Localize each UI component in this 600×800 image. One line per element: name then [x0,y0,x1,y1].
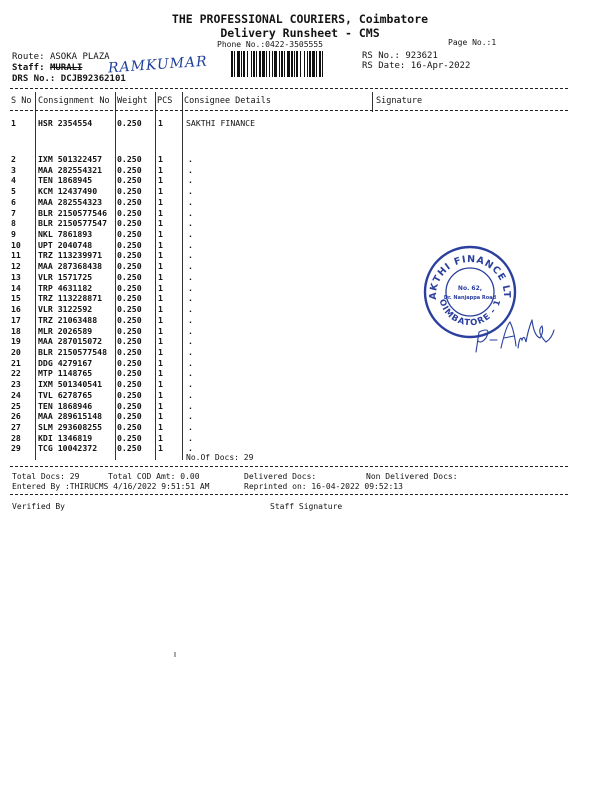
rs-number-label: RS No.: [362,51,400,61]
row-consignee: . [188,293,193,304]
table-bottom-rule [10,466,568,467]
handwritten-staff-name: RAMKUMAR [107,53,209,77]
barcode-bar [281,51,283,77]
row-consignee: . [188,443,193,454]
entered-by: Entered By :THIRUCMS 4/16/2022 9:51:51 AM [12,482,210,491]
table-row [0,443,600,454]
row-consignment-no: BLR 2150577546 [38,207,108,218]
row-sno: 9 [11,229,16,240]
drs-value: DCJB92362101 [60,74,126,84]
row-weight: 0.250 [117,239,142,250]
row-consignee: . [188,261,193,272]
staff-signature-label: Staff Signature [270,502,343,511]
row-weight: 0.250 [117,432,142,443]
rs-number-row [362,51,438,61]
row-pcs: 1 [158,432,163,443]
row-sno: 6 [11,196,16,207]
row-pcs: 1 [158,293,163,304]
row-consignment-no: VLR 3122592 [38,304,93,315]
row-consignment-no: MAA 282554323 [38,196,103,207]
row-pcs: 1 [158,207,163,218]
row-consignee: . [188,357,193,368]
barcode-bar [309,51,311,77]
row-weight: 0.250 [117,379,142,390]
barcode-bar [304,51,305,77]
row-consignment-no: MAA 287368438 [38,261,103,272]
rs-date-label: RS Date: [362,61,406,71]
row-sno: 25 [11,400,21,411]
verified-by: Verified By [12,502,65,511]
row-consignee: . [188,314,193,325]
barcode-bar [307,51,308,77]
row-weight: 0.250 [117,164,142,175]
table-row [0,433,600,444]
row-pcs: 1 [158,336,163,347]
row-consignee: . [188,229,193,240]
row-sno: 15 [11,293,21,304]
row-sno: 1 [11,118,16,128]
row-weight: 0.250 [117,118,142,128]
row-consignment-no: TRZ 113239971 [38,250,103,261]
staff-label: Staff: [12,63,45,73]
row-pcs: 1 [158,196,163,207]
barcode-bar [243,51,245,77]
row-sno: 22 [11,368,21,379]
row-pcs: 1 [158,261,163,272]
row-pcs: 1 [158,271,163,282]
row-pcs: 1 [158,186,163,197]
phone-number: Phone No.:0422-3505555 [217,40,323,49]
row-weight: 0.250 [117,207,142,218]
row-pcs: 1 [158,346,163,357]
row-pcs: 1 [158,443,163,454]
drs-label: DRS No.: [12,74,56,84]
rs-date-value: 16-Apr-2022 [410,61,471,71]
row-consignment-no: MTP 1148765 [38,368,93,379]
row-consignment-no: KDI 1346819 [38,432,93,443]
row-pcs: 1 [158,218,163,229]
row-consignment-no: IXM 501322457 [38,154,103,164]
barcode-bar [284,51,285,77]
row-weight: 0.250 [117,422,142,432]
seal-ring-text: AKTHI FINANCE LT [427,253,513,300]
row-consignee: . [188,239,193,250]
row-consignee: SAKTHI FINANCE [186,118,256,128]
row-consignee: . [188,325,193,336]
row-pcs: 1 [158,357,163,368]
row-consignment-no: TEN 1868945 [38,175,93,186]
table-row [0,208,600,219]
row-consignment-no: BLR 2150577547 [38,218,108,229]
total-docs: Total Docs: 29 [12,472,80,481]
row-pcs: 1 [158,314,163,325]
row-pcs: 1 [158,325,163,336]
row-consignment-no: HSR 2354554 [38,118,93,128]
row-consignment-no: MLR 2026589 [38,325,93,336]
row-pcs: 1 [158,282,163,293]
barcode-bar [316,51,317,77]
row-weight: 0.250 [117,443,142,454]
row-consignee: . [188,250,193,261]
drs-row [12,74,126,84]
barcode-bar [237,51,240,77]
barcode-bar [319,51,321,77]
total-cod-amount: Total COD Amt: 0.00 [108,472,200,481]
row-sno: 7 [11,207,16,218]
row-weight: 0.250 [117,368,142,379]
table-row [0,186,600,197]
row-consignment-no: MAA 287015072 [38,336,103,347]
table-row [0,390,600,401]
table-header [0,96,600,107]
non-delivered-docs: Non Delivered Docs: [366,472,458,481]
seal-city-text: OIMBATORE - 1 [436,297,504,329]
barcode-bar [291,51,293,77]
barcode-bar [300,51,301,77]
row-pcs: 1 [158,239,163,250]
row-weight: 0.250 [117,336,142,347]
row-consignment-no: TEN 1868946 [38,400,93,411]
table-row [0,197,600,208]
route-label: Route: [12,52,45,62]
row-sno: 3 [11,164,16,175]
row-pcs: 1 [158,118,163,128]
barcode-bar [312,51,315,77]
row-pcs: 1 [158,379,163,390]
row-weight: 0.250 [117,175,142,186]
header-weight: Weight [117,96,148,106]
row-consignee: . [188,346,193,357]
row-sno: 28 [11,432,21,443]
row-pcs: 1 [158,175,163,186]
row-sno: 12 [11,261,21,272]
row-consignment-no: UPT 2040748 [38,239,93,250]
row-consignment-no: NKL 7861893 [38,229,93,240]
row-consignee: . [188,304,193,315]
row-weight: 0.250 [117,154,142,164]
row-pcs: 1 [158,368,163,379]
row-weight: 0.250 [117,196,142,207]
row-consignment-no: DDG 4279167 [38,357,93,368]
row-consignee: . [188,175,193,186]
row-consignee: . [188,336,193,347]
barcode-bar [262,51,265,77]
barcode-bar [259,51,261,77]
row-weight: 0.250 [117,229,142,240]
row-weight: 0.250 [117,304,142,315]
row-consignment-no: TVL 6278765 [38,389,93,400]
row-consignee: . [188,422,193,432]
barcode-bar [231,51,233,77]
row-weight: 0.250 [117,346,142,357]
row-consignee: . [188,389,193,400]
row-sno: 19 [11,336,21,347]
table-row [0,218,600,229]
row-consignment-no: TRZ 21063488 [38,314,98,325]
row-consignment-no: TRP 4631182 [38,282,93,293]
barcode-bar [287,51,290,77]
row-consignment-no: KCM 12437490 [38,186,98,197]
row-pcs: 1 [158,400,163,411]
row-sno: 16 [11,304,21,315]
barcode-bar [253,51,255,77]
row-consignee: . [188,379,193,390]
row-sno: 4 [11,175,16,186]
barcode-bar [296,51,298,77]
row-consignment-no: MAA 289615148 [38,411,103,422]
row-sno: 5 [11,186,16,197]
row-weight: 0.250 [117,389,142,400]
row-consignee: . [188,164,193,175]
row-consignee: . [188,207,193,218]
row-weight: 0.250 [117,293,142,304]
row-consignee: . [188,154,193,164]
row-consignee: . [188,196,193,207]
staff-struck-name: MURALI [49,63,83,73]
row-consignment-no: VLR 1571725 [38,271,93,282]
reprinted-on: Reprinted on: 16-04-2022 09:52:13 [244,482,403,491]
row-sno: 18 [11,325,21,336]
header-bottom-rule [10,110,568,111]
row-consignee: . [188,271,193,282]
barcode-bar [247,51,248,77]
row-sno: 17 [11,314,21,325]
row-sno: 29 [11,443,21,454]
row-pcs: 1 [158,229,163,240]
row-sno: 13 [11,271,21,282]
row-weight: 0.250 [117,261,142,272]
table-row [0,368,600,379]
seal-address-line1: No. 62, [457,285,483,292]
route-value: ASOKA PLAZA [49,52,110,62]
row-pcs: 1 [158,411,163,422]
row-consignee: . [188,368,193,379]
barcode-bar [251,51,252,77]
barcode-bar [279,51,280,77]
row-sno: 24 [11,389,21,400]
table-top-rule [10,88,568,89]
row-consignment-no: BLR 2150577548 [38,346,108,357]
table-row [0,379,600,390]
row-weight: 0.250 [117,282,142,293]
row-weight: 0.250 [117,314,142,325]
table-row [0,154,600,165]
rs-date-row [362,61,470,71]
row-consignee: . [188,218,193,229]
row-pcs: 1 [158,422,163,432]
barcode-bar [269,51,270,77]
seal-address-line2: Dr. Nanjappa Road [443,295,497,301]
rs-number-value: 923621 [405,51,438,61]
document-title: Delivery Runsheet - CMS [220,26,380,40]
row-weight: 0.250 [117,325,142,336]
row-consignment-no: SLM 293608255 [38,422,103,432]
row-consignment-no: IXM 501340541 [38,379,103,390]
barcode-bar [266,51,267,77]
row-consignee: . [188,411,193,422]
row-sno: 14 [11,282,21,293]
header-pcs: PCS [157,96,173,106]
barcode-bar [272,51,273,77]
row-pcs: 1 [158,250,163,261]
row-sno: 8 [11,218,16,229]
row-sno: 2 [11,154,16,164]
table-row [0,175,600,186]
barcode-bar [294,51,295,77]
header-consignee: Consignee Details [184,96,271,106]
staff-row [12,63,82,73]
table-row [0,411,600,422]
row-consignee: . [188,432,193,443]
table-row [0,165,600,176]
table-row [0,358,600,369]
row-pcs: 1 [158,389,163,400]
row-weight: 0.250 [117,271,142,282]
company-title: THE PROFESSIONAL COURIERS, Coimbatore [171,12,429,26]
row-sno: 21 [11,357,21,368]
route-row [12,52,110,62]
row-sno: 27 [11,422,21,432]
row-consignment-no: TCG 10042372 [38,443,98,454]
barcode-bar [322,51,323,77]
row-weight: 0.250 [117,186,142,197]
barcode-bar [256,51,257,77]
row-weight: 0.250 [117,411,142,422]
row-pcs: 1 [158,304,163,315]
row-sno: 11 [11,250,21,261]
table-row [0,118,600,129]
footer-rule [10,494,568,495]
table-row [0,401,600,412]
row-consignee: . [188,186,193,197]
docs-count: No.Of Docs: 29 [186,453,254,462]
barcode [231,51,357,77]
recipient-signature [470,308,560,358]
table-row [0,422,600,433]
scan-speck [174,652,176,657]
delivered-docs: Delivered Docs: [244,472,317,481]
table-row [0,229,600,240]
header-signature: Signature [376,96,423,106]
row-sno: 10 [11,239,21,250]
barcode-bar [241,51,242,77]
row-weight: 0.250 [117,357,142,368]
row-pcs: 1 [158,154,163,164]
row-consignee: . [188,400,193,411]
barcode-bar [234,51,235,77]
row-sno: 20 [11,346,21,357]
row-pcs: 1 [158,164,163,175]
row-sno: 23 [11,379,21,390]
row-consignee: . [188,282,193,293]
page-number: Page No.:1 [448,38,497,47]
row-weight: 0.250 [117,250,142,261]
row-weight: 0.250 [117,400,142,411]
row-consignment-no: TRZ 113228871 [38,293,103,304]
row-consignment-no: MAA 282554321 [38,164,103,175]
header-sno: S No [11,96,32,106]
barcode-bar [274,51,277,77]
header-consignment: Consignment No [38,96,110,106]
row-sno: 26 [11,411,21,422]
row-weight: 0.250 [117,218,142,229]
